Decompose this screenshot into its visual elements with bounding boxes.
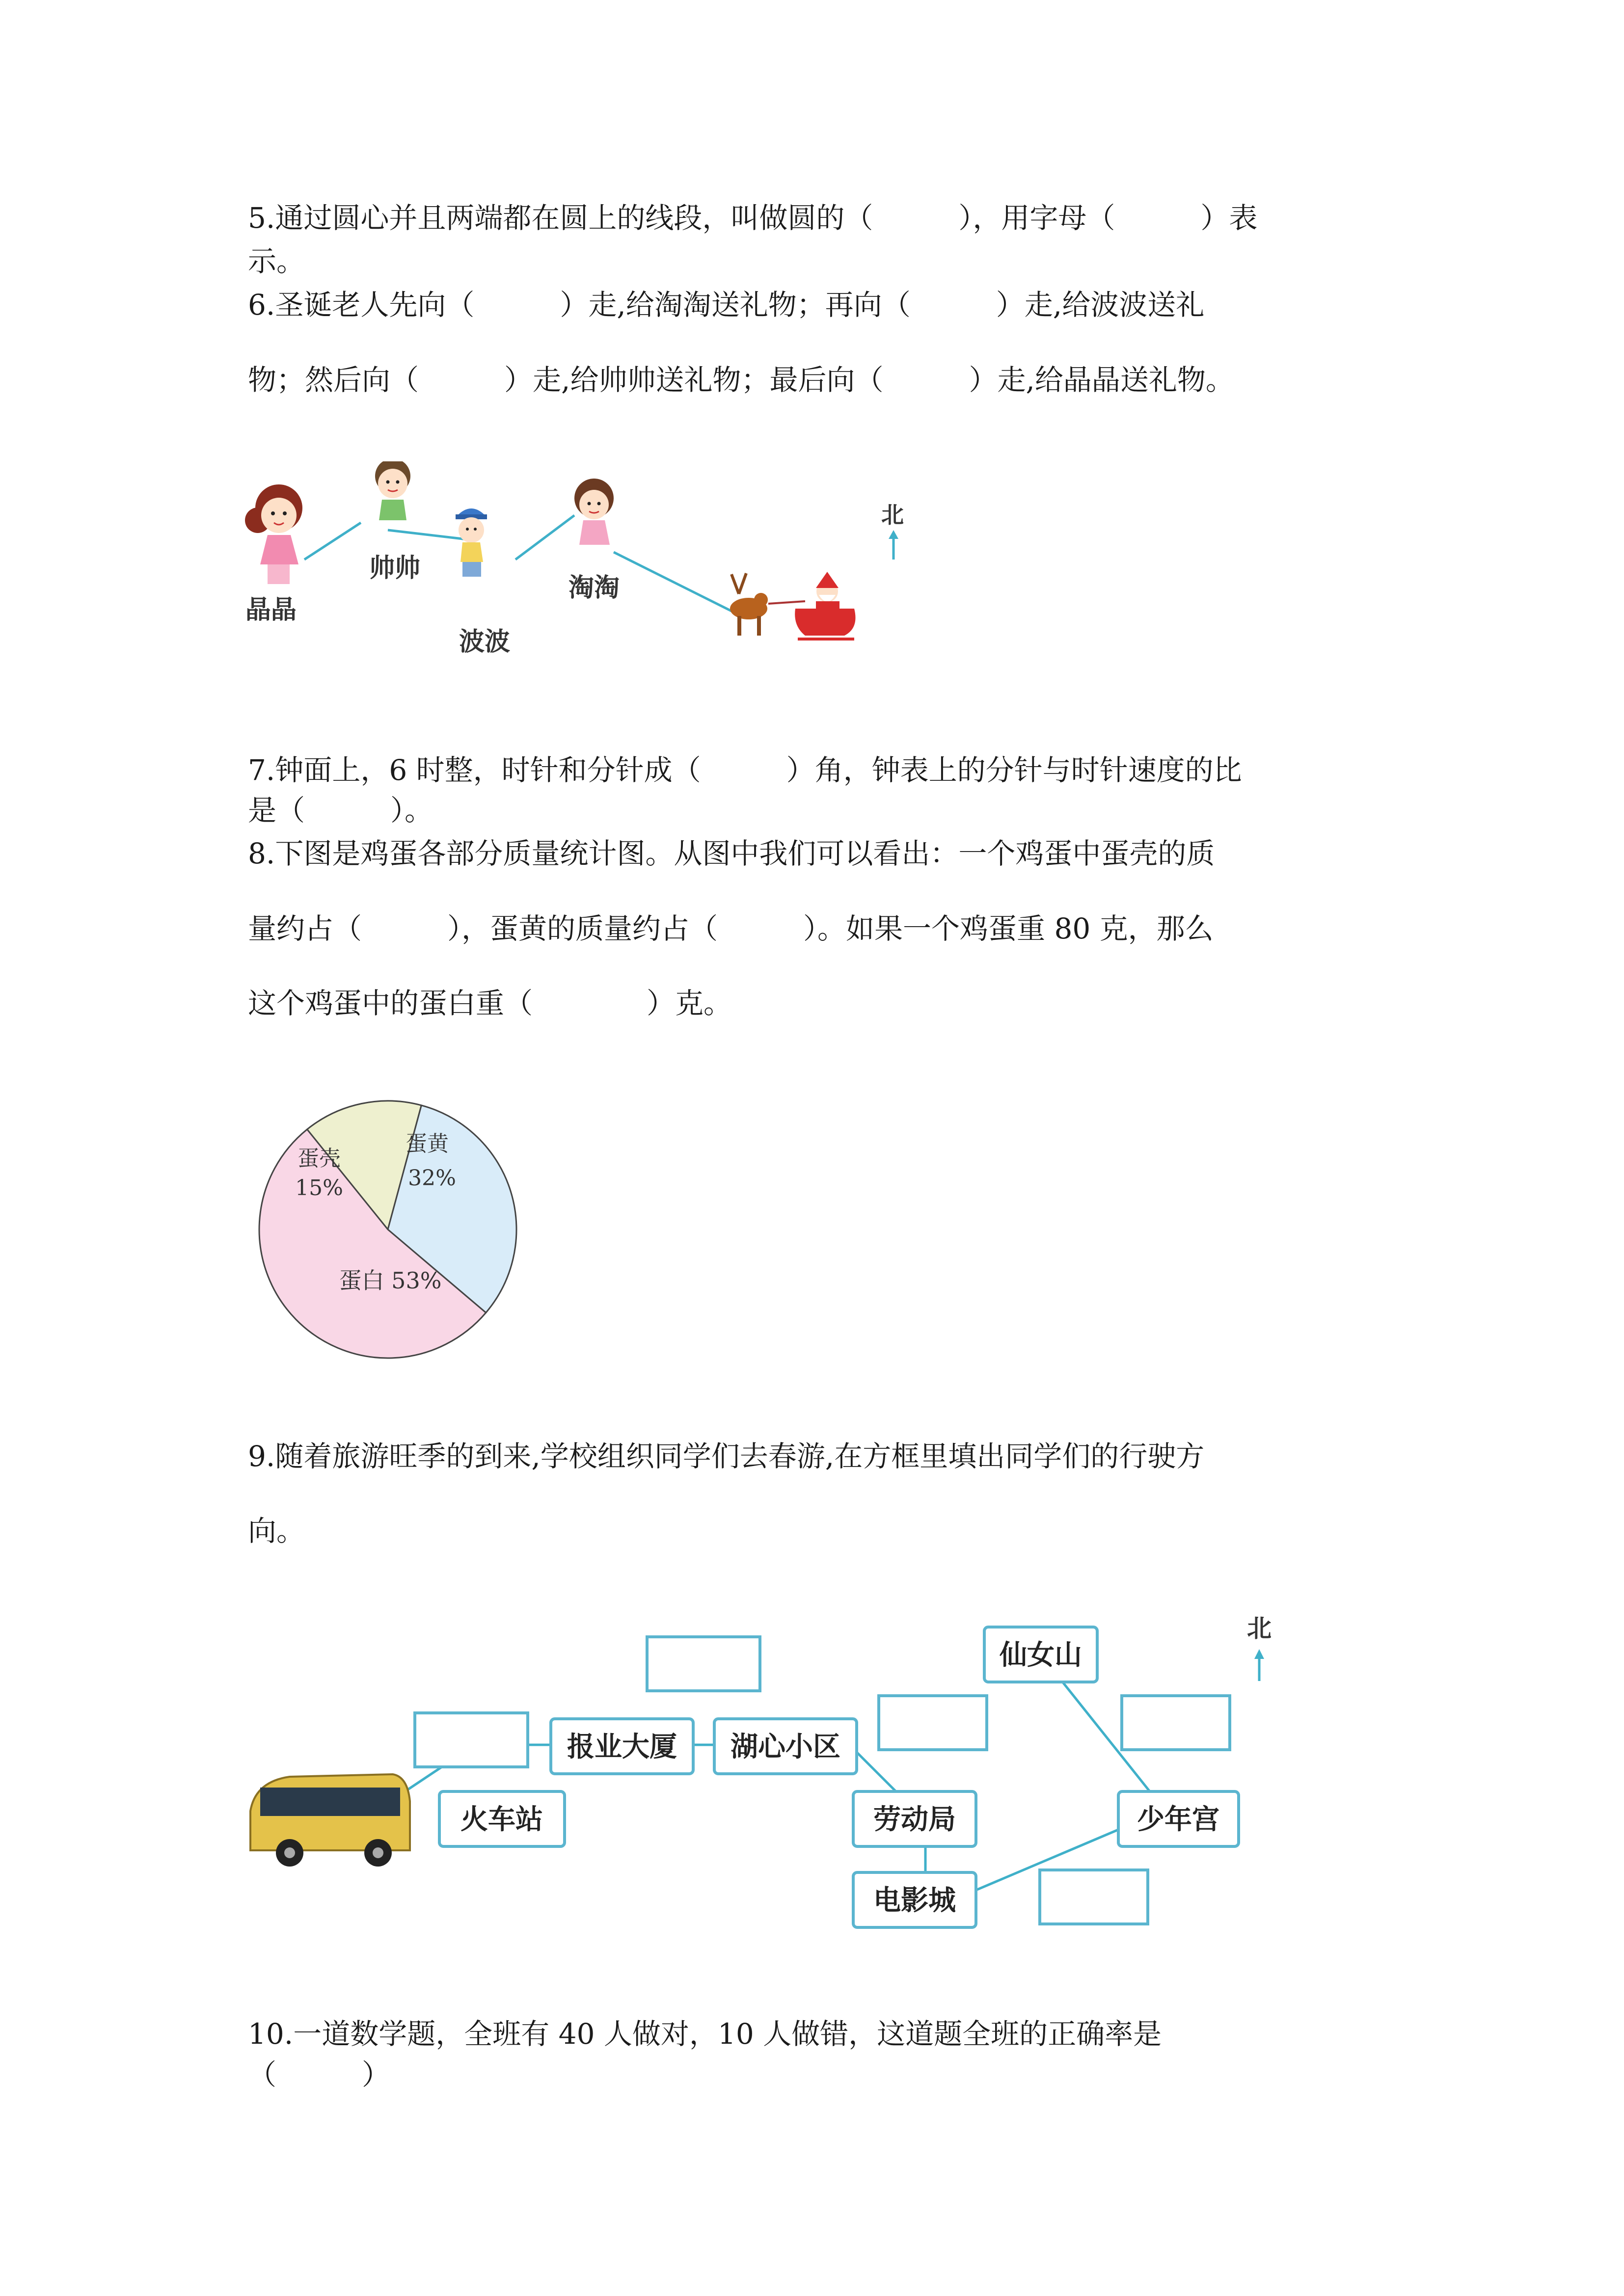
- q9-line2: 向。: [248, 1514, 305, 1548]
- boy-bobo-icon: [456, 508, 487, 577]
- boy-shuaishuai-icon: [375, 461, 410, 520]
- q8-line1: 8.下图是鸡蛋各部分质量统计图。从图中我们可以看出：一个鸡蛋中蛋壳的质: [248, 837, 1215, 870]
- answer-box[interactable]: [415, 1713, 528, 1767]
- north-arrow-icon: [889, 530, 898, 560]
- svg-text:劳动局: 劳动局: [873, 1804, 956, 1836]
- north-arrow-icon: [1254, 1649, 1264, 1681]
- egg-mass-pie-chart: [250, 1092, 525, 1367]
- girl-taotao-icon: [574, 479, 614, 545]
- svg-text:报业大厦: 报业大厦: [567, 1731, 677, 1763]
- svg-text:少年宫: 少年宫: [1137, 1804, 1219, 1836]
- name-bobo: 波波: [459, 627, 511, 657]
- q8-line3: 这个鸡蛋中的蛋白重（ ）克。: [248, 987, 732, 1020]
- q8-line2: 量约占（ ），蛋黄的质量约占（ ）。如果一个鸡蛋重 80 克，那么: [248, 912, 1214, 945]
- place-cinema: [853, 1872, 976, 1927]
- route-map-figure: [245, 1605, 1301, 1949]
- place-newspaper-building: [551, 1719, 693, 1774]
- label-yolk-percent: 32%: [408, 1166, 456, 1191]
- place-lakeside-community: [714, 1719, 857, 1774]
- place-youth-palace: [1118, 1791, 1239, 1846]
- q5-line2: 示。: [248, 244, 305, 278]
- answer-box[interactable]: [1122, 1696, 1230, 1750]
- q7-line1: 7.钟面上，6 时整，时针和分针成（ ）角，钟表上的分针与时针速度的比: [248, 753, 1242, 787]
- answer-box[interactable]: [879, 1696, 987, 1750]
- santa-route-figure: [241, 461, 952, 672]
- name-shuaishuai: 帅帅: [369, 554, 421, 583]
- north-label: 北: [1247, 1614, 1272, 1643]
- answer-box[interactable]: [647, 1637, 760, 1691]
- place-train-station: [439, 1791, 565, 1846]
- girl-jingjing-icon: [245, 484, 302, 584]
- place-labor-bureau: [853, 1791, 976, 1846]
- svg-text:火车站: 火车站: [460, 1804, 543, 1836]
- q6-line1: 6.圣诞老人先向（ ）走,给淘淘送礼物；再向（ ）走,给波波送礼: [248, 288, 1205, 321]
- name-taotao: 淘淘: [568, 573, 620, 603]
- label-yolk: 蛋黄: [406, 1131, 449, 1156]
- q10-line1: 10.一道数学题，全班有 40 人做对，10 人做错，这道题全班的正确率是: [248, 2017, 1162, 2051]
- answer-box[interactable]: [1040, 1870, 1148, 1924]
- label-white-percent: 蛋白 53%: [339, 1267, 442, 1294]
- label-shell-percent: 15%: [295, 1175, 343, 1201]
- q5-line1: 5.通过圆心并且两端都在圆上的线段，叫做圆的（ ），用字母（ ）表: [248, 201, 1258, 235]
- bus-icon: [250, 1774, 410, 1867]
- place-fairy-mountain: [984, 1627, 1097, 1682]
- svg-text:电影城: 电影城: [873, 1885, 956, 1917]
- q9-line1: 9.随着旅游旺季的到来,学校组织同学们去春游,在方框里填出同学们的行驶方: [248, 1440, 1205, 1473]
- svg-text:仙女山: 仙女山: [1000, 1639, 1082, 1671]
- north-label: 北: [881, 502, 904, 528]
- q10-line2: （ ）: [248, 2058, 391, 2091]
- svg-text:湖心小区: 湖心小区: [731, 1731, 840, 1763]
- santa-sleigh-icon: [730, 572, 856, 639]
- q7-line2: 是（ ）。: [248, 794, 433, 827]
- label-shell: 蛋壳: [298, 1146, 341, 1171]
- q6-line2: 物；然后向（ ）走,给帅帅送礼物；最后向（ ）走,给晶晶送礼物。: [248, 363, 1234, 397]
- name-jingjing: 晶晶: [245, 595, 297, 625]
